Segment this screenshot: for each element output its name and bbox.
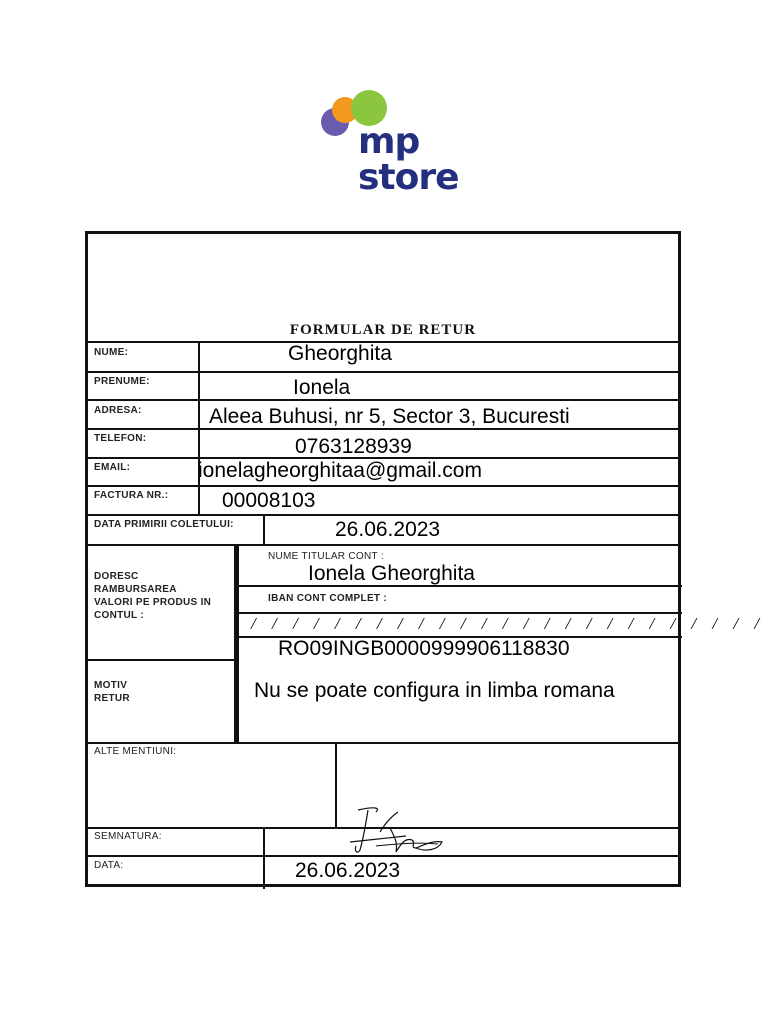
row-divider [88,371,678,373]
value-factura: 00008103 [222,489,316,512]
value-telefon: 0763128939 [295,435,412,458]
label-semnatura: SEMNATURA: [94,831,162,842]
row-divider [88,399,678,401]
column-divider [198,341,200,516]
row-divider [88,659,238,661]
value-nume-titular: Ionela Gheorghita [308,562,475,585]
value-prenume: Ionela [293,376,351,399]
label-factura: FACTURA NR.: [94,490,169,501]
column-divider [263,514,265,545]
label-iban: IBAN CONT COMPLET : [268,593,388,604]
label-email: EMAIL: [94,462,131,473]
row-divider [88,514,678,516]
value-data-primirii: 26.06.2023 [335,518,441,541]
label-adresa: ADRESA: [94,405,142,416]
label-nume-titular: NUME TITULAR CONT : [268,551,384,562]
row-divider [88,742,678,744]
handwritten-signature [346,802,446,858]
label-motiv-retur: MOTIV RETUR [94,680,130,704]
label-telefon: TELEFON: [94,433,147,444]
value-adresa: Aleea Buhusi, nr 5, Sector 3, Bucuresti [209,405,570,428]
row-divider [88,544,678,546]
label-data: DATA: [94,860,124,871]
value-email: ionelagheorghitaa@gmail.com [198,459,482,482]
label-doresc-rambursarea: DORESC RAMBURSAREA VALORI PE PRODUS IN CONTUL : [94,571,212,621]
label-data-primirii: DATA PRIMIRII COLETULUI: [94,519,234,530]
value-nume: Gheorghita [288,342,392,365]
value-data: 26.06.2023 [295,859,401,882]
return-form [85,231,766,887]
column-divider [234,544,239,744]
label-prenume: PRENUME: [94,376,150,387]
logo-text-mp: mp [358,121,420,162]
row-divider [88,485,678,487]
value-motiv-retur: Nu se poate configura in limba romana [254,679,615,702]
iban-box-guides: / / / / / / / / / / / / / / / / / / / / / / / / / [251,614,766,633]
logo-text-store: store [358,157,459,198]
column-divider [335,742,337,829]
form-title: FORMULAR DE RETUR [289,322,477,338]
value-iban: RO09INGB0000999906118830 [278,637,570,660]
label-alte-mentiuni: ALTE MENTIUNI: [94,746,177,757]
label-nume: NUME: [94,347,129,358]
column-divider [263,827,265,889]
